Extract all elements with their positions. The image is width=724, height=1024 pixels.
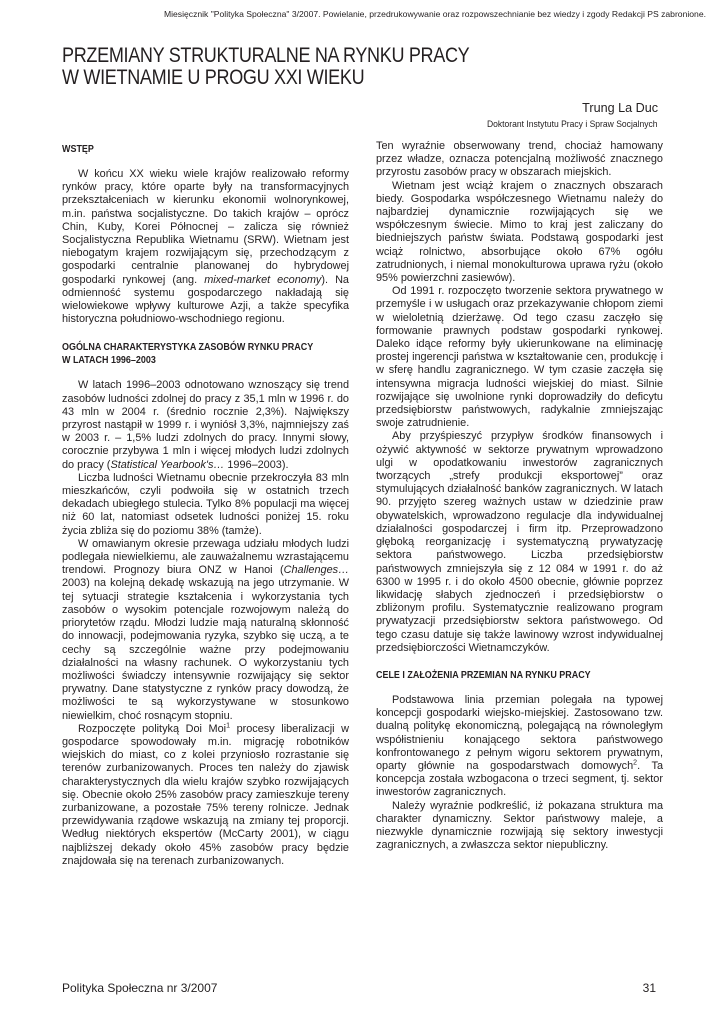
paragraph-text: . Ta koncepcja została wzbogacona o trzeci segment, tj. sektor inwestorów zagranicznych.: [376, 759, 664, 799]
paragraph-text: 1996–2003).: [224, 458, 289, 471]
heading-line: W LATACH 1996–2003: [62, 355, 156, 367]
paragraph: [62, 723, 349, 868]
paragraph: Liczba ludności Wietnamu obecnie przekroczyła 83 mln mieszkańców, czyli podwoiła się w ostatnich trzech dekadach ubiegłego stulecia. Tylko 8% populacji ma więcej niż 60 lat, natomiast odsetek ludności poniżej 15. roku życia zbliża się do poziomu 38% (tamże).: [62, 471, 349, 537]
citation-italic: Statistical Yearbook's…: [110, 458, 225, 471]
paragraph-text: W końcu XX wieku wiele krajów realizowało reformy rynków pracy, które oparte były na transformacyjnych przekształceniach w kierunku ekonomii wolnorynkowej, m.in. państwa socjalistyczne. Do takich krajów – oprócz Chin, Kuby, Korei Północnej – zalicza się również Socjalistyczna Republika Wietnamu (SRW). Wietnam jest niebogatym krajem rozwijającym się, przechodzącym z gospodarki centralnie planowanej do hybrydowej gospodarki rynkowej (ang.: [62, 168, 349, 286]
italic-term: mixed-market economy: [204, 273, 322, 286]
paragraph: [62, 379, 349, 471]
paragraph: Należy wyraźnie podkreślić, iż pokazana struktura ma charakter dynamiczny. Sektor państwowy maleje, a niezwykle dynamicznie rozwijają się sektory inwestycji zagranicznych, a zwłaszcza sektor niepubliczny.: [376, 799, 663, 852]
paragraph-text: Rozpoczęte polityką Doi Moi: [78, 722, 227, 735]
paragraph-text: W omawianym okresie przewaga udziału młodych ludzi podlegała niewielkiemu, ale zauważalnemu wzrastającemu trendowi. Prognozy biura ONZ w Hanoi (: [62, 537, 349, 577]
paragraph: Aby przyśpieszyć przypływ środków finansowych i ożywić aktywność w sektorze prywatnym wprowadzono ulgi w opodatkowaniu inwestorów zagranicznych tworzących „strefy produkcji eksportowej” oraz stymulujących działalność banków zagranicznych. W latach 90. przyjęto szereg ważnych ustaw w dziedzinie praw obywatelskich, wprowadzono regulacje dla indywidualnej działalności gospodarczej i firm itp. Przeprowadzono głęboką reorganizację i systematyczną prywatyzację sektora państwowego. Liczba przedsiębiorstw państwowych zmniejszyła się z 12 084 w 1991 r. do aż 6300 w 1995 r. i do około 4500 obecnie, głównie poprzez likwidację słabych zjednoczeń i przedsiębiorstw o zbliżonym profilu. Systematycznie realizowano program prywatyzacji przedsiębiorstw sektora państwowego. Od tego czasu datuje się także lawinowy wzrost indywidualnej przedsiębiorczości Wietnamczyków.: [376, 430, 663, 654]
footer-journal: Polityka Społeczna nr 3/2007: [62, 981, 218, 995]
copyright-notice: Miesięcznik "Polityka Społeczna" 3/2007. Powielanie, przedrukowywanie oraz rozpowszechnianie bez wiedzy i zgody Redakcji PS zabronione.: [163, 9, 706, 19]
paragraph-text: ). Na odmienność systemu gospodarczego nakładają się wielowiekowe wpływy kulturowe Azji, a także specyfika historyczna południowo-wschodniego regionu.: [62, 273, 349, 326]
section-heading-goals: CELE I ZAŁOŻENIA PRZEMIAN NA RYNKU PRACY: [376, 669, 591, 681]
paragraph-text: procesy liberalizacji w gospodarce spowodowały m.in. migrację robotników wiejskich do miast, co z kolei przyniosło rozrastanie się terenów zurbanizowanych. Proces ten należy do zjawisk charakterystycznych dla wielu krajów szybko rozwijających się. Obecnie około 25% zasobów pracy zamieszkuje tereny zurbanizowane, a pozostałe 75% tereny rolnicze. Jednak przewidywania rządowe wskazują na zmiany tej proporcji. Według niektórych ekspertów (McCarty 2001), w ciągu najbliższej dekady około 45% zasobów pracy będzie znajdowała się na terenach zurbanizowanych.: [62, 722, 349, 867]
article-title: [62, 44, 566, 88]
paragraph: Wietnam jest wciąż krajem o znacznych obszarach biedy. Gospodarka współczesnego Wietnamu należy do najbardziej dynamicznie rozwijających się we współczesnym świecie. Mimo to kraj jest zaliczany do biedniejszych państw świata. Podstawą gospodarki jest wciąż rolnictwo, absorbujące około 67% ogółu zatrudnionych, i niemal monokulturowa uprawa ryżu (około 95% powierzchni zasiewów).: [376, 179, 663, 285]
paragraph: [62, 168, 349, 326]
paragraph-text: W latach 1996–2003 odnotowano wznoszący się trend zasobów ludności zdolnej do pracy z 35,1 mln w 1996 r. do 43 mln w 2004 r. (średnio rocznie 2,3%). Największy przyrost nastąpił w 1999 r. i wyniósł 3,3%, najmniejszy zaś w 2003 r. – 1,5% ludzi zdolnych do pracy. Innymi słowy, corocznie przybywa 1 mln i więcej młodych ludzi zdolnych do pracy (: [62, 379, 349, 471]
paragraph: [376, 694, 663, 800]
title-line-1: PRZEMIANY STRUKTURALNE NA RYNKU PRACY: [62, 43, 470, 67]
page-number: 31: [642, 981, 656, 995]
title-line-2: W WIETNAMIE U PROGU XXI WIEKU: [62, 65, 365, 89]
right-column: [376, 140, 663, 852]
left-column: [62, 140, 349, 868]
section-heading-intro: WSTĘP: [62, 144, 94, 155]
heading-line: OGÓLNA CHARAKTERYSTYKA ZASOBÓW RYNKU PRACY: [62, 342, 314, 354]
section-heading-labor-resources: [62, 341, 344, 367]
paragraph-text: 2003) na kolejną dekadę wskazują na jego utrzymanie. W tej sytuacji strategie kształcenia i wykorzystania tych zasobów o wysokim potencjale rozwojowym należą do priorytetów rządu. Młodzi ludzie mają naturalną skłonność do innowacji, podejmowania ryzyka, szybko się uczą, a te cechy są szczególnie ważne przy podejmowaniu działalności na własny rachunek. O wykorzystaniu tych możliwości świadczy intensywnie rozwijający się sektor prywatny. Dane statystyczne z rynków pracy dowodzą, że możliwości te są wykorzystywane w stosunkowo niewielkim, choć rosnącym stopniu.: [62, 577, 349, 722]
footnote-marker[interactable]: 1: [226, 722, 230, 730]
paragraph-text: Podstawowa linia przemian polegała na typowej koncepcji gospodarki wiejsko-miejskiej. Zastosowano tzw. dualną politykę ekonomiczną, polegającą na równoległym współistnieniu konającego sektora państwowego konfrontowanego z pełnym wigoru sektorem prywatnym, oparty głównie na gospodarstwach domowych: [376, 693, 663, 772]
paragraph-text: Ten wyraźnie obserwowany trend, chociaż hamowany przez władze, oznacza potencjalną możliwość znacznego przyrostu zasobów pracy w obszarach miejskich.: [376, 140, 663, 179]
citation-italic: Challenges…: [283, 564, 349, 577]
paragraph: [62, 538, 349, 723]
footnote-marker[interactable]: 2: [633, 759, 638, 767]
paragraph: [376, 140, 663, 180]
author-affiliation: Doktorant Instytutu Pracy i Spraw Socjalnych: [487, 119, 658, 130]
paragraph: Od 1991 r. rozpoczęto tworzenie sektora prywatnego w przemyśle i w usługach oraz przekazywanie chłopom ziemi w wieloletnią dzierżawę. Od tego czasu zaczęło się formowanie prawnych podstaw gospodarki rynkowej. Daleko idące reformy były ukierunkowane na eliminację prostej ingerencji państwa w kształtowanie cen, produkcję i w sferę handlu zagranicznego. W tym czasie zaczęła się intensywna migracja ludności wiejskiej do miast. Silnie rozwijające się uwolnione rynki doprowadziły do deficytu przedsiębiorstw państwowych, radykalnie zmniejszając swoje zatrudnienie.: [376, 285, 663, 430]
author-name: Trung La Duc: [582, 101, 658, 115]
